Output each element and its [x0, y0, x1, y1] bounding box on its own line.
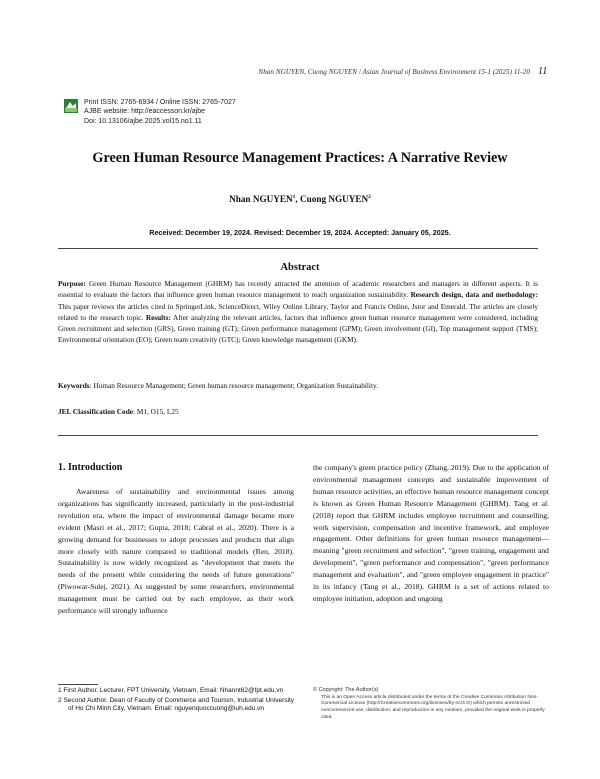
- publication-info: [84, 98, 236, 126]
- author-2-affiliation-mark: 2: [368, 194, 371, 200]
- purpose-label: Purpose:: [58, 280, 86, 288]
- website-line[interactable]: AJBE website: http://eaccesson.kr/ajbe: [84, 108, 206, 116]
- abstract-body: [58, 279, 538, 347]
- divider-bottom: [58, 435, 538, 436]
- paper-title: Green Human Resource Management Practices: A Narrative Review: [92, 150, 508, 166]
- footnote-divider: [58, 684, 98, 685]
- license-notice: [313, 687, 549, 722]
- author-2: Cuong NGUYEN: [300, 194, 369, 205]
- running-head: Nhan NGUYEN, Cuong NGUYEN / Asian Journal of Business Environment 15-1 (2025) 11-20: [258, 68, 530, 76]
- doi-line[interactable]: Doi: 10.13106/ajbe.2025.vol15.no1.11: [84, 117, 202, 125]
- keywords-label: Keywords: [58, 381, 90, 390]
- results-label: Results:: [145, 313, 171, 322]
- jel-classification: [58, 407, 538, 416]
- license-text: This is an Open Access article distributed under the terms of the Creative Commons Attribution Non-Commercial License (http://Creativecommons.org/licenses/by-nc/4.0/) which permits unrestricted noncommercial use, distribution, and reproduction in any medium, provided the original work is properly cited.: [321, 694, 545, 720]
- footnote-2: 2 Second Author. Dean of Faculty of Commerce and Tourism, Industrial University of Ho Chi Minh City, Vietnam. Email: nguyenquoccuong@iuh.edu.vn: [58, 696, 294, 713]
- divider-top: [58, 248, 538, 249]
- abstract-heading: Abstract: [280, 262, 320, 273]
- author-1: Nhan NGUYEN: [229, 194, 293, 205]
- introduction-heading: 1. Introduction: [58, 462, 123, 473]
- jel-label: JEL Classification Code: [58, 407, 134, 416]
- right-column: [313, 462, 549, 605]
- left-column: [58, 486, 294, 617]
- design-label: Research design, data and methodology:: [410, 291, 538, 300]
- author-1-affiliation-mark: 1: [292, 194, 296, 200]
- page-number: 11: [538, 66, 548, 77]
- received-dates: Received: December 19, 2024. Revised: December 19, 2024. Accepted: January 05, 2025.: [149, 228, 451, 237]
- keywords-text: : Human Resource Management; Green human resource management; Organization Sustainability.: [89, 381, 378, 390]
- purpose-text: Green Human Resource Management (GHRM) has recently attracted the attention of academic researchers and managers in different aspects. It is essential to evaluate the factors that influence green human resource management to reach organization sustainability.: [58, 280, 538, 300]
- footnotes: [58, 687, 294, 715]
- journal-logo-icon: [64, 99, 78, 113]
- results-text: After analyzing the relevant articles, factors that influence green human resource management were considered, including Green recruitment and selection (GRS), Green training (GT); Green performance management (GPM); Green involvement (GI), Top management support (TMS); Environmental orientation (EO); Green team creativity (GTC); Green knowledge management (GKM).: [58, 313, 538, 345]
- copyright-line: © Copyright: The Author(s): [313, 687, 379, 693]
- intro-paragraph-left: Awareness of sustainability and environmental issues among organizations has significantly increased, particularly in the post-industrial revolution era, where the impact of environmental damage became more evident (Masri et al., 2017; Gupta, 2018; Cabral et al., 2020). There is a growing demand for businesses to adopt processes and products that align more closely with nature compared to traditional models (Ren, 2018). Sustainability is now widely recognized as "development that meets the needs of the present while considering the needs of future generations" (Piwowar-Sulej, 2021). As suggested by some researchers, environmental management must be carried out by each employee, as their work performance will strongly influence: [58, 487, 294, 616]
- design-text: This paper reviews the articles cited in SpringerLink, ScienceDirect, Wiley Online Library, Taylor and Francis Online, Jstor and Emerald. The articles are closely related to the research topic.: [58, 302, 538, 322]
- issn-line: Print ISSN: 2765-6934 / Online ISSN: 2765-7027: [84, 99, 236, 106]
- jel-text: : M1, O15, L25: [133, 407, 179, 416]
- author-separator: ,: [295, 194, 300, 205]
- intro-paragraph-right: the company's green practice policy (Zhang, 2019). Due to the application of environmental management concepts and sustainable improvement of human resource activities, an effective human resource management concept is known as Green Human Resource Management (GHRM). Tang et al. (2018) report that GHRM includes employee recruitment and counselling, work supervision, compensation and incentive framework, and employee engagement. Other definitions for green human resource management— meaning "green recruitment and selection", "green training, engagement and development", "green performance and compensation", "green performance management and evaluation", and "green employee engagement in practice" in its infancy (Tang et al., 2018). GHRM is a set of actions related to employee initiation, adoption and ongoing: [313, 463, 549, 603]
- footnote-1: 1 First Author. Lecturer, FPT University, Vietnam, Email: Nhannt62@fpt.edu.vn: [58, 687, 284, 694]
- authors: [40, 194, 560, 204]
- keywords: [58, 381, 538, 390]
